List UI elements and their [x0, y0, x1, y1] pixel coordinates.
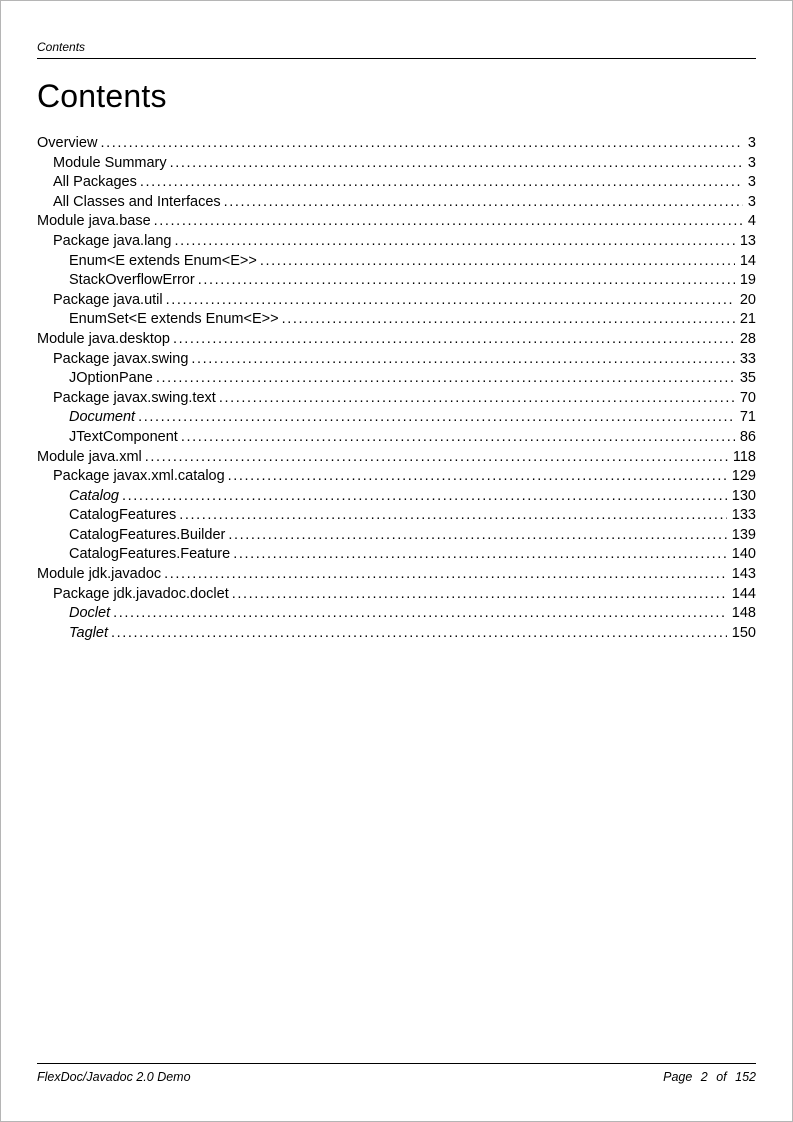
toc-dot-leader — [228, 526, 726, 546]
toc-entry-label: Module Summary — [53, 154, 167, 171]
toc-list — [37, 134, 756, 643]
toc-entry[interactable] — [37, 291, 756, 311]
toc-dot-leader — [179, 506, 727, 526]
toc-entry-page: 35 — [739, 370, 756, 387]
footer-document-title: FlexDoc/Javadoc 2.0 Demo — [37, 1070, 191, 1084]
toc-dot-leader — [166, 291, 735, 311]
toc-entry-page: 140 — [731, 546, 756, 563]
toc-entry[interactable] — [37, 467, 756, 487]
toc-entry[interactable] — [37, 604, 756, 624]
toc-entry[interactable] — [37, 428, 756, 448]
toc-entry[interactable] — [37, 173, 756, 193]
toc-entry-label: Document — [69, 409, 136, 426]
toc-dot-leader — [228, 467, 727, 487]
toc-entry-page: 129 — [731, 468, 756, 485]
toc-entry[interactable] — [37, 154, 756, 174]
toc-entry[interactable] — [37, 526, 756, 546]
toc-entry[interactable] — [37, 310, 756, 330]
toc-entry-page: 139 — [731, 526, 756, 543]
toc-entry[interactable] — [37, 389, 756, 409]
toc-dot-leader — [100, 134, 742, 154]
toc-dot-leader — [233, 545, 727, 565]
toc-entry-label: Module java.base — [37, 213, 151, 230]
toc-entry-page: 71 — [739, 409, 756, 426]
toc-dot-leader — [122, 487, 727, 507]
toc-dot-leader — [232, 585, 727, 605]
toc-entry[interactable] — [37, 330, 756, 350]
toc-dot-leader — [198, 271, 735, 291]
toc-entry-label: Doclet — [69, 605, 111, 622]
toc-dot-leader — [145, 448, 728, 468]
toc-entry-label: Package java.util — [53, 291, 163, 308]
toc-entry-label: Module java.xml — [37, 448, 142, 465]
toc-entry-label: EnumSet<E extends Enum<E>> — [69, 311, 279, 328]
footer-page-number: Page 2 of 152 — [663, 1070, 756, 1084]
toc-entry-page: 150 — [731, 624, 756, 641]
toc-dot-leader — [154, 212, 743, 232]
toc-entry[interactable] — [37, 369, 756, 389]
toc-entry-page: 3 — [747, 193, 756, 210]
toc-entry-page: 143 — [731, 566, 756, 583]
toc-entry-label: All Packages — [53, 174, 137, 191]
page-title: Contents — [37, 78, 167, 114]
toc-entry-label: CatalogFeatures.Builder — [69, 526, 226, 543]
toc-dot-leader — [170, 154, 743, 174]
toc-dot-leader — [282, 310, 735, 330]
toc-dot-leader — [224, 193, 743, 213]
toc-entry[interactable] — [37, 408, 756, 428]
toc-entry-label: Package java.lang — [53, 232, 172, 249]
toc-entry[interactable] — [37, 252, 756, 272]
toc-dot-leader — [113, 604, 727, 624]
toc-dot-leader — [191, 350, 734, 370]
toc-entry-label: Taglet — [69, 624, 108, 641]
toc-entry-page: 4 — [747, 213, 756, 230]
toc-entry[interactable] — [37, 350, 756, 370]
toc-entry-page: 133 — [731, 507, 756, 524]
toc-entry-page: 20 — [739, 291, 756, 308]
toc-entry-page: 144 — [731, 585, 756, 602]
toc-entry-page: 19 — [739, 272, 756, 289]
running-header-title: Contents — [37, 40, 86, 54]
toc-entry-page: 70 — [739, 389, 756, 406]
toc-entry-page: 21 — [739, 311, 756, 328]
toc-dot-leader — [140, 173, 743, 193]
toc-entry[interactable] — [37, 448, 756, 468]
toc-dot-leader — [181, 428, 735, 448]
page-header — [37, 38, 756, 59]
toc-dot-leader — [138, 408, 735, 428]
toc-entry-label: Module java.desktop — [37, 330, 170, 347]
toc-entry-label: Module jdk.javadoc — [37, 566, 162, 583]
toc-entry-page: 86 — [739, 428, 756, 445]
toc-entry[interactable] — [37, 271, 756, 291]
toc-entry-label: Catalog — [69, 487, 119, 504]
toc-entry-page: 3 — [747, 154, 756, 171]
toc-entry-page: 13 — [739, 232, 756, 249]
toc-entry[interactable] — [37, 232, 756, 252]
toc-entry-label: Package javax.swing — [53, 350, 189, 367]
toc-entry[interactable] — [37, 545, 756, 565]
toc-entry-page: 33 — [739, 350, 756, 367]
toc-dot-leader — [164, 565, 727, 585]
toc-dot-leader — [156, 369, 735, 389]
toc-dot-leader — [173, 330, 735, 350]
page-footer — [37, 1063, 756, 1084]
toc-entry-label: StackOverflowError — [69, 272, 195, 289]
toc-entry-label: Package javax.swing.text — [53, 389, 216, 406]
toc-entry-page: 14 — [739, 252, 756, 269]
toc-entry-label: Package jdk.javadoc.doclet — [53, 585, 229, 602]
toc-dot-leader — [175, 232, 735, 252]
toc-entry-label: Package javax.xml.catalog — [53, 468, 225, 485]
toc-entry[interactable] — [37, 193, 756, 213]
toc-entry-label: JOptionPane — [69, 370, 153, 387]
toc-entry-page: 118 — [732, 448, 756, 465]
toc-entry[interactable] — [37, 506, 756, 526]
toc-entry[interactable] — [37, 565, 756, 585]
toc-entry-page: 3 — [747, 135, 756, 151]
toc-entry[interactable] — [37, 624, 756, 644]
toc-entry-page: 130 — [731, 487, 756, 504]
toc-entry[interactable] — [37, 585, 756, 605]
toc-entry-page: 28 — [739, 330, 756, 347]
toc-dot-leader — [219, 389, 735, 409]
toc-entry-page: 148 — [731, 605, 756, 622]
toc-entry[interactable] — [37, 487, 756, 507]
toc-entry-label: Enum<E extends Enum<E>> — [69, 252, 257, 269]
toc-dot-leader — [111, 624, 727, 644]
toc-entry-page: 3 — [747, 174, 756, 191]
toc-entry-label: JTextComponent — [69, 428, 178, 445]
toc-dot-leader — [260, 252, 735, 272]
toc-entry-label: Overview — [37, 135, 98, 151]
toc-entry[interactable] — [37, 212, 756, 232]
toc-entry-label: CatalogFeatures.Feature — [69, 546, 231, 563]
toc-entry-label: All Classes and Interfaces — [53, 193, 221, 210]
toc-entry[interactable] — [37, 134, 756, 154]
toc-entry-label: CatalogFeatures — [69, 507, 177, 524]
